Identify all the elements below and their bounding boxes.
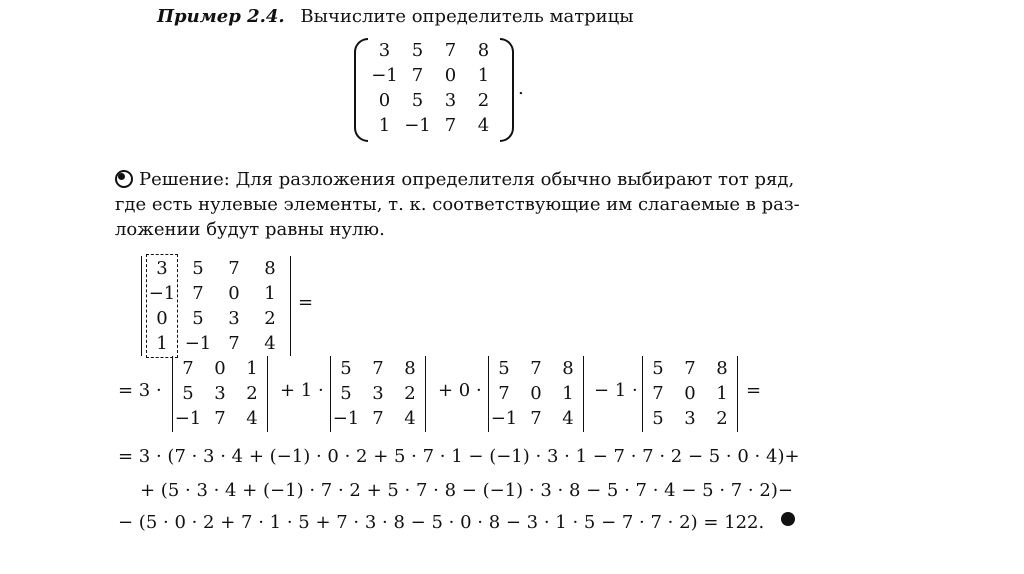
matrix-cell: 8: [477, 40, 490, 61]
left-parenthesis: [354, 38, 368, 142]
determinant-cell: 7: [228, 333, 240, 354]
minor-2-left-bar: [330, 356, 331, 432]
minor-2-cell: 5: [340, 358, 352, 379]
minor-2: [330, 356, 426, 432]
expansion-op-3: + 0 ·: [438, 380, 482, 401]
minor-1-cell: 0: [214, 358, 226, 379]
solution-line-1: Для разложения определителя обычно выбирают тот ряд,: [235, 169, 795, 190]
matrix-cell: 0: [378, 90, 391, 111]
minor-2-cell: 7: [372, 408, 384, 429]
matrix-cell: 5: [411, 90, 424, 111]
solution-line-3: ложении будут равны нулю.: [115, 219, 385, 240]
determinant-4x4: [144, 256, 288, 356]
matrix-cell: 2: [477, 90, 490, 111]
minor-3-cell: 7: [498, 383, 510, 404]
minor-2-cell: 5: [340, 383, 352, 404]
matrix-cell: 4: [477, 115, 490, 136]
minor-1-cells: [172, 356, 268, 431]
minor-2-cell: 2: [404, 383, 416, 404]
det-right-bar: [290, 256, 291, 356]
minor-1-cell: 7: [182, 358, 194, 379]
minor-4-left-bar: [642, 356, 643, 432]
determinant-cell: 5: [192, 258, 204, 279]
solution-line-2: где есть нулевые элементы, т. к. соответствующие им слагаемые в раз-: [115, 194, 800, 215]
solution-marker-icon: [115, 170, 133, 188]
minor-4: [642, 356, 738, 432]
minor-1-cell: 4: [246, 408, 258, 429]
minor-4-cell: 0: [684, 383, 696, 404]
minor-4-cells: [642, 356, 738, 431]
matrix-period: .: [518, 78, 524, 99]
expansion-lead: = 3 ·: [118, 380, 162, 401]
minor-1-right-bar: [267, 356, 268, 432]
expansion-op-4: − 1 ·: [594, 380, 638, 401]
computation-line-3: − (5 · 0 · 2 + 7 · 1 · 5 + 7 · 3 · 8 − 5 · 0 · 8 − 3 · 1 · 5 − 7 · 7 · 2) = 122.: [118, 512, 765, 533]
first-column-highlight: [146, 254, 178, 358]
right-parenthesis: [500, 38, 514, 142]
example-label: Пример 2.4.: [157, 6, 285, 27]
minor-3-cell: 4: [562, 408, 574, 429]
minor-1-cell: 1: [246, 358, 258, 379]
minor-3: [488, 356, 584, 432]
determinant-cell: 0: [228, 283, 240, 304]
minor-2-cell: 8: [404, 358, 416, 379]
minor-1-cell: 2: [246, 383, 258, 404]
minor-1-cell: 5: [182, 383, 194, 404]
determinant-cell: 7: [228, 258, 240, 279]
minor-4-right-bar: [737, 356, 738, 432]
example-heading: [157, 6, 634, 27]
computation-line-2: + (5 · 3 · 4 + (−1) · 7 · 2 + 5 · 7 · 8 − (−1) · 3 · 8 − 5 · 7 · 4 − 5 · 7 · 2)−: [140, 480, 793, 501]
determinant-cell: 7: [192, 283, 204, 304]
expansion-tail: =: [746, 380, 762, 401]
matrix-cell: 7: [444, 115, 457, 136]
minor-4-cell: 5: [652, 408, 664, 429]
minor-1-cell: 3: [214, 383, 226, 404]
minor-2-cell: 4: [404, 408, 416, 429]
minor-1-cell: −1: [174, 408, 202, 429]
matrix-cell: 5: [411, 40, 424, 61]
matrix-cell: 3: [378, 40, 391, 61]
determinant-cell: 0: [156, 308, 168, 329]
minor-3-cells: [488, 356, 584, 431]
determinant-cell: 2: [264, 308, 276, 329]
minor-1-cell: 7: [214, 408, 226, 429]
minor-1: [172, 356, 268, 432]
matrix-cell: 3: [444, 90, 457, 111]
minor-4-cell: 7: [652, 383, 664, 404]
determinant-cell: 8: [264, 258, 276, 279]
determinant-cell: 5: [192, 308, 204, 329]
minor-4-cell: 2: [716, 408, 728, 429]
matrix-cell: 0: [444, 65, 457, 86]
expansion-op-2: + 1 ·: [280, 380, 324, 401]
minor-3-left-bar: [488, 356, 489, 432]
solution-paragraph: [115, 167, 800, 242]
equals-sign: =: [298, 292, 314, 313]
minor-3-cell: 1: [562, 383, 574, 404]
minor-2-cells: [330, 356, 426, 431]
matrix-cell: 1: [378, 115, 391, 136]
matrix-cell: 7: [444, 40, 457, 61]
minor-2-cell: 3: [372, 383, 384, 404]
minor-1-left-bar: [172, 356, 173, 432]
minor-3-cell: 7: [530, 358, 542, 379]
minor-2-right-bar: [425, 356, 426, 432]
minor-2-cell: −1: [332, 408, 360, 429]
minor-4-cell: 3: [684, 408, 696, 429]
solution-label: Решение:: [139, 169, 230, 190]
matrix-cell: 1: [477, 65, 490, 86]
minor-3-cell: 7: [530, 408, 542, 429]
matrix-cell: −1: [371, 65, 398, 86]
computation-line-1: = 3 · (7 · 3 · 4 + (−1) · 0 · 2 + 5 · 7 · 1 − (−1) · 3 · 1 − 7 · 7 · 2 − 5 · 0 · 4)+: [118, 446, 800, 467]
minor-4-cell: 8: [716, 358, 728, 379]
matrix-cells: [368, 38, 500, 138]
minor-3-cell: 8: [562, 358, 574, 379]
determinant-cell: 1: [156, 333, 168, 354]
minor-3-cell: 5: [498, 358, 510, 379]
minor-3-cell: −1: [490, 408, 518, 429]
minor-2-cell: 7: [372, 358, 384, 379]
end-of-proof-dot-icon: [781, 512, 795, 526]
minor-3-right-bar: [583, 356, 584, 432]
matrix-4x4: [368, 38, 500, 142]
minor-4-cell: 7: [684, 358, 696, 379]
determinant-cell: 4: [264, 333, 276, 354]
matrix-cell: 7: [411, 65, 424, 86]
determinant-cell: −1: [184, 333, 212, 354]
minor-4-cell: 5: [652, 358, 664, 379]
determinant-cell: −1: [148, 283, 176, 304]
matrix-cell: −1: [404, 115, 431, 136]
example-task: Вычислите определитель матрицы: [300, 6, 634, 27]
determinant-cell: 3: [228, 308, 240, 329]
minor-4-cell: 1: [716, 383, 728, 404]
determinant-cell: 1: [264, 283, 276, 304]
determinant-cell: 3: [156, 258, 168, 279]
minor-3-cell: 0: [530, 383, 542, 404]
det-left-bar: [141, 256, 142, 356]
